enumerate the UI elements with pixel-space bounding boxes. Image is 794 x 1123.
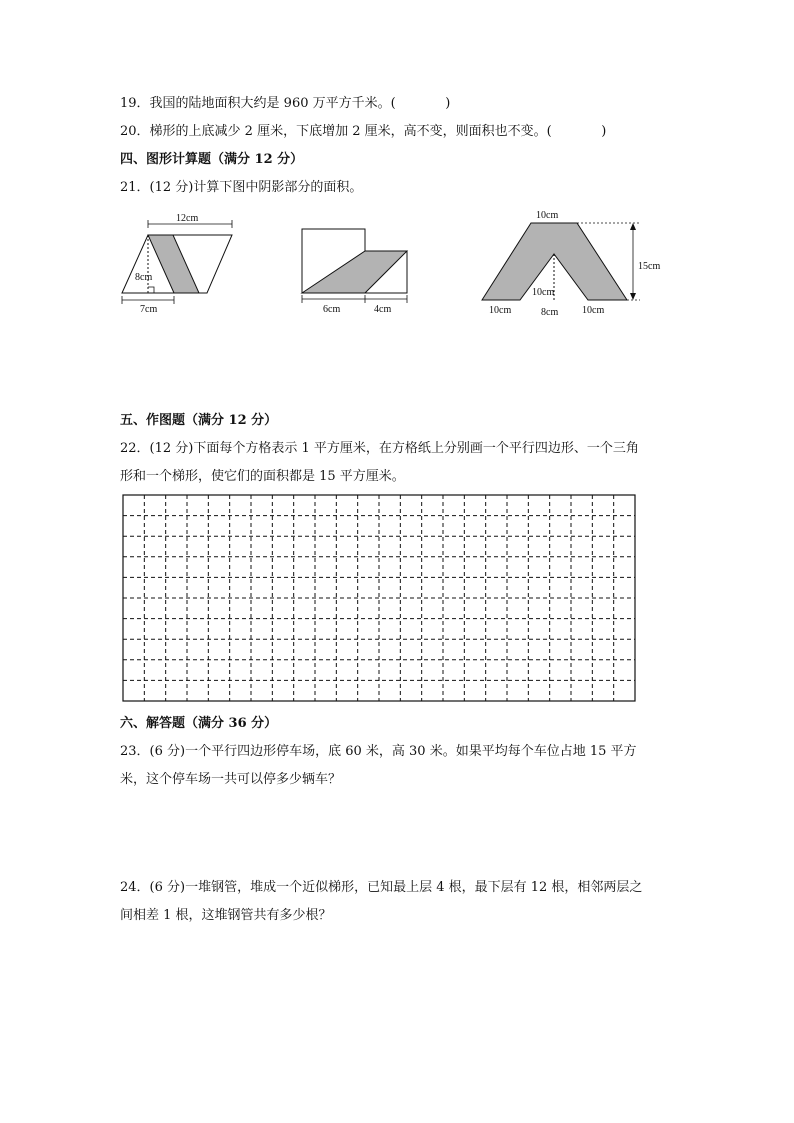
figure-square-rectangle: [290, 220, 420, 320]
question-21: 21．(12 分)计算下图中阴影部分的面积。: [120, 180, 363, 195]
question-23-line-2: 米，这个停车场一共可以停多少辆车？: [120, 772, 342, 787]
label-right: 4cm: [374, 304, 392, 315]
shaded-band: [148, 235, 199, 293]
question-22-line-2: 形和一个梯形，使它们的面积都是 15 平方厘米。: [120, 469, 405, 484]
shaded-triangle: [302, 251, 407, 293]
label-bottom-mid: 8cm: [541, 307, 559, 318]
right-angle-mark: [148, 287, 154, 293]
square-grid[interactable]: [122, 494, 636, 702]
question-19: 19．我国的陆地面积大约是 960 万平方千米。( ): [120, 96, 451, 111]
section-5-heading: 五、作图题（满分 12 分）: [120, 413, 278, 428]
section-6-heading: 六、解答题（满分 36 分）: [120, 716, 278, 731]
figure-trapezoid: [475, 205, 675, 320]
section-4-heading: 四、图形计算题（满分 12 分）: [120, 152, 304, 167]
question-24-line-2: 间相差 1 根，这堆钢管共有多少根？: [120, 908, 332, 923]
label-bottom-right: 10cm: [582, 305, 605, 316]
label-top: 10cm: [536, 210, 559, 221]
label-top: 12cm: [176, 213, 199, 224]
label-height: 8cm: [135, 272, 153, 283]
shaded-trapezoid: [482, 223, 627, 300]
label-bottom: 7cm: [140, 304, 158, 315]
question-23-line-1: 23．(6 分)一个平行四边形停车场，底 60 米，高 30 米。如果平均每个车位占地 15 平方: [120, 744, 637, 759]
label-inner: 10cm: [532, 287, 555, 298]
question-24-line-1: 24．(6 分)一堆钢管，堆成一个近似梯形，已知最上层 4 根，最下层有 12 根，相邻两层之: [120, 880, 643, 895]
label-bottom-left: 10cm: [489, 305, 512, 316]
question-22-line-1: 22．(12 分)下面每个方格表示 1 平方厘米，在方格纸上分别画一个平行四边形、一个三角: [120, 441, 639, 456]
figure-parallelogram: [110, 208, 250, 318]
label-left: 6cm: [323, 304, 341, 315]
label-height: 15cm: [638, 261, 661, 272]
question-20: 20．梯形的上底减少 2 厘米，下底增加 2 厘米，高不变，则面积也不变。( ): [120, 124, 607, 139]
